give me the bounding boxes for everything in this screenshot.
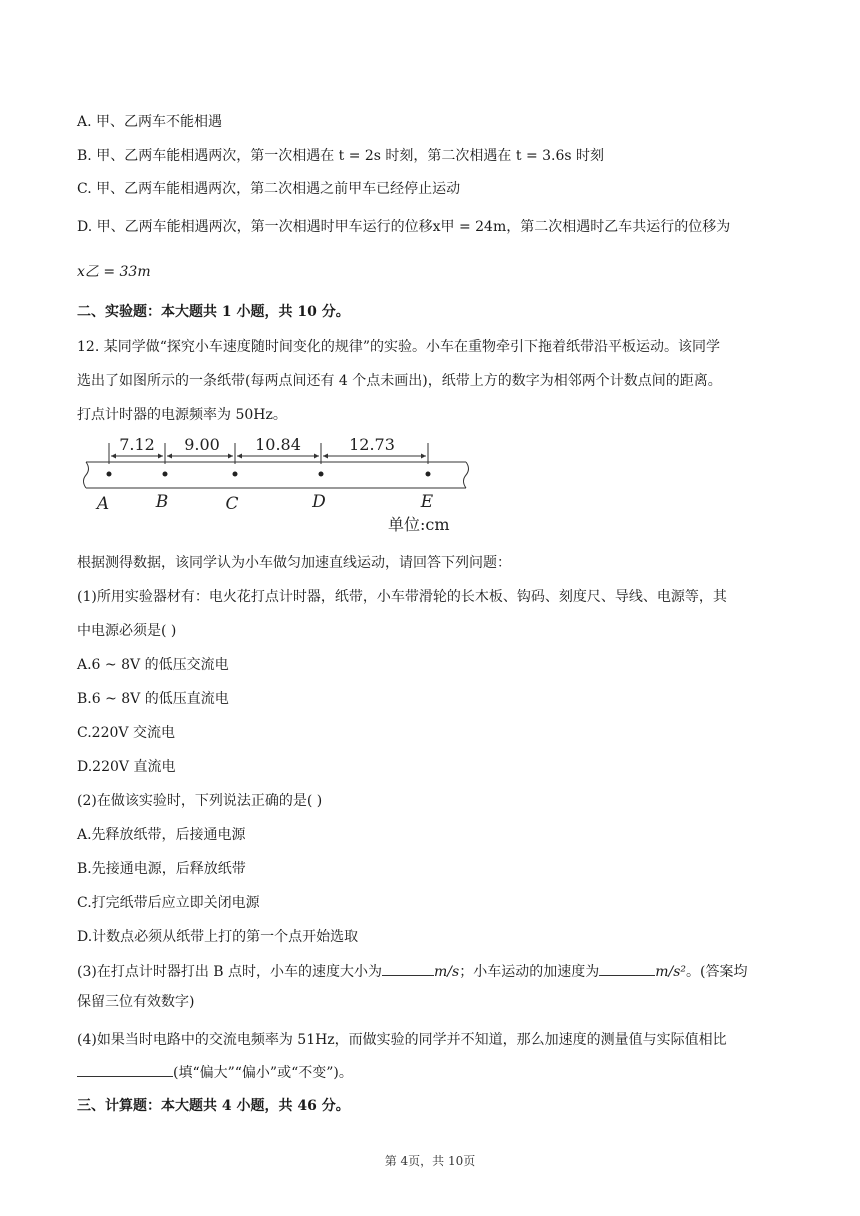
q12-part2-option-b: B.先接通电源，后释放纸带 (77, 861, 246, 877)
section-2-title: 二、实验题：本大题共 1 小题，共 10 分。 (77, 304, 350, 320)
tape-label-d: D (312, 492, 326, 512)
tape-segment-cd: 10.84 (255, 435, 301, 454)
page-footer: 第 4页，共 10页 (384, 1154, 476, 1168)
q12-part3-unit1: m/s (434, 964, 460, 980)
q12-part1-option-c: C.220V 交流电 (77, 725, 175, 741)
tape-segment-de: 12.73 (349, 435, 395, 454)
q12-part1-option-a: A.6 ~ 8V 的低压交流电 (77, 657, 229, 673)
option-11-d-cont: x乙 = 33m (77, 264, 151, 280)
option-11-a: A. 甲、乙两车不能相遇 (77, 114, 223, 130)
answer-blank-acceleration[interactable] (599, 961, 655, 976)
q12-part1-line2: 中电源必须是( ) (77, 623, 177, 639)
q12-part4-line1: (4)如果当时电路中的交流电频率为 51Hz，而做实验的同学并不知道，那么加速度的测量值与实际值相比 (77, 1032, 727, 1048)
q12-part3-line1 (77, 961, 747, 982)
q12-body-0: 根据测得数据，该同学认为小车做匀加速直线运动，请回答下列问题： (77, 555, 511, 571)
q12-part1-option-b: B.6 ~ 8V 的低压直流电 (77, 691, 229, 707)
option-11-d: D. 甲、乙两车能相遇两次，第一次相遇时甲车运行的位移x甲 = 24m，第二次相遇时乙车共运行的位移为 (77, 219, 731, 235)
q12-part2-option-a: A.先释放纸带，后接通电源 (77, 827, 246, 843)
tape-dot-e (426, 472, 431, 477)
q12-part4-post: (填“偏大”“偏小”或“不变”)。 (173, 1065, 353, 1081)
q12-part1-line1: (1)所用实验器材有：电火花打点计时器，纸带，小车带滑轮的长木板、钩码、刻度尺、导线、电源等，其 (77, 589, 727, 605)
answer-blank-comparison[interactable] (77, 1062, 173, 1077)
q12-part3-unit2: m/s² (655, 964, 687, 980)
q12-part3-pre: (3)在打点计时器打出 B 点时，小车的速度大小为 (77, 964, 383, 980)
q12-intro-1: 12. 某同学做“探究小车速度随时间变化的规律”的实验。小车在重物牵引下拖着纸带沿平板运动。该同学 (77, 339, 721, 355)
tape-segment-bc: 9.00 (184, 435, 220, 454)
q12-intro-2: 选出了如图所示的一条纸带(每两点间还有 4 个点未画出)，纸带上方的数字为相邻两个计数点间的距离。 (77, 373, 722, 389)
option-11-b: B. 甲、乙两车能相遇两次，第一次相遇在 t = 2s 时刻，第二次相遇在 t = 3.6s 时刻 (77, 148, 605, 164)
q12-part3-mid: ；小车运动的加速度为 (459, 964, 600, 980)
q12-part2-line: (2)在做该实验时，下列说法正确的是( ) (77, 793, 323, 809)
tape-dot-c (233, 472, 238, 477)
q12-intro-3: 打点计时器的电源频率为 50Hz。 (77, 407, 287, 423)
q12-part2-option-d: D.计数点必须从纸带上打的第一个点开始选取 (77, 929, 359, 945)
q12-part3-line2: 保留三位有效数字) (77, 994, 195, 1010)
option-11-c: C. 甲、乙两车能相遇两次，第二次相遇之前甲车已经停止运动 (77, 181, 461, 197)
q12-part4-line2 (77, 1062, 353, 1083)
tape-label-e: E (420, 492, 434, 512)
tape-label-a: A (96, 494, 110, 514)
tape-unit-label: 单位:cm (388, 515, 450, 534)
tape-dot-a (107, 472, 112, 477)
tape-label-c: C (225, 494, 239, 514)
q12-part2-option-c: C.打完纸带后应立即关闭电源 (77, 895, 260, 911)
q12-part1-option-d: D.220V 直流电 (77, 759, 176, 775)
answer-blank-velocity[interactable] (382, 961, 434, 976)
section-3-title: 三、计算题：本大题共 4 小题，共 46 分。 (77, 1098, 350, 1114)
q12-part3-post: 。(答案均 (686, 964, 748, 980)
paper-tape-figure (78, 432, 478, 536)
tape-segment-ab: 7.12 (119, 435, 155, 454)
tape-label-b: B (155, 492, 169, 512)
tape-dot-d (319, 472, 324, 477)
tape-dot-b (163, 472, 168, 477)
